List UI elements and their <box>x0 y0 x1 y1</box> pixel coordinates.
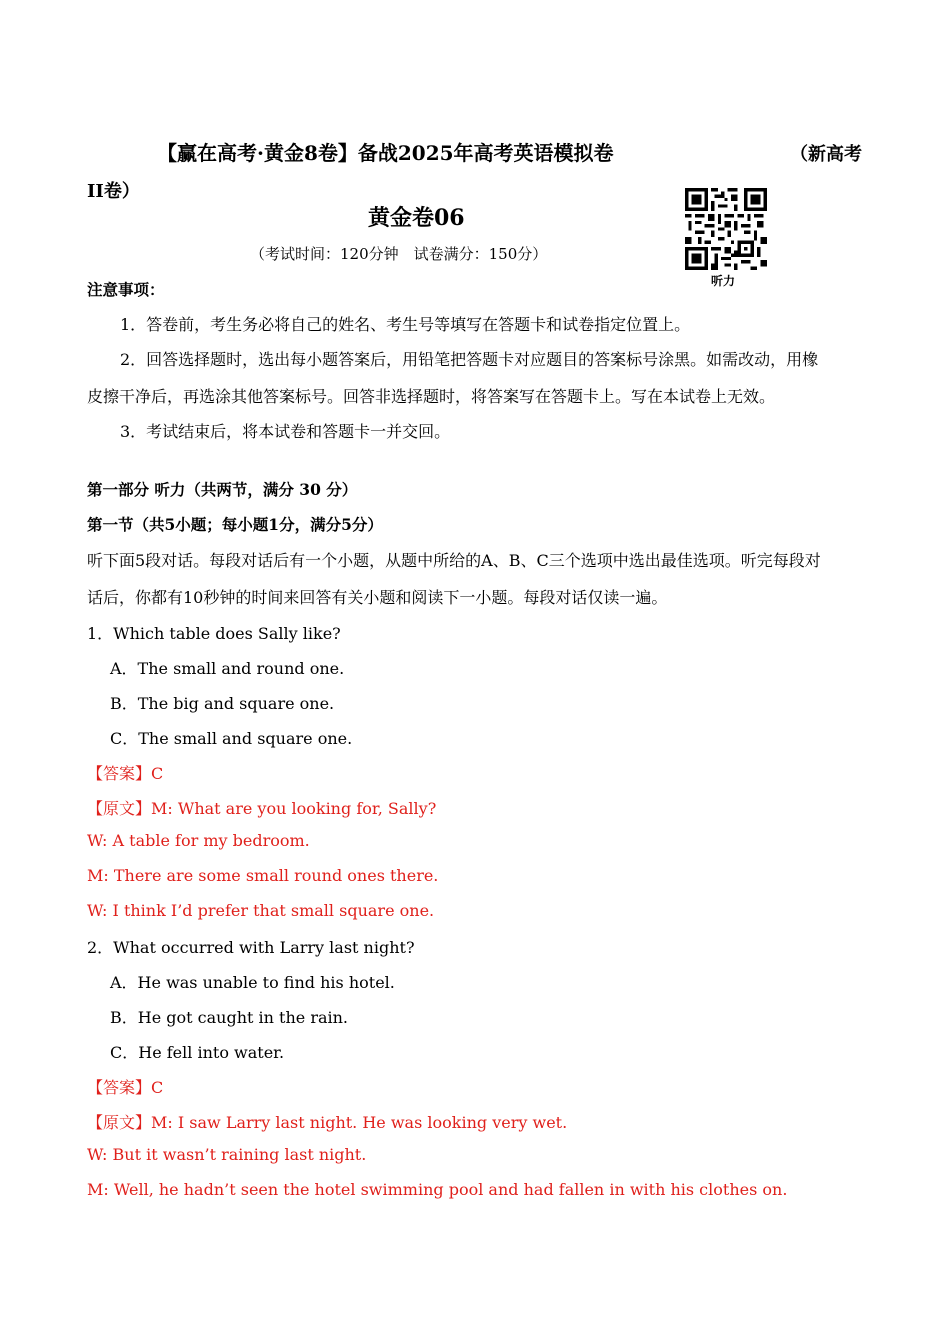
q1-answer-tag: 【答案】 <box>87 764 152 783</box>
notes-item-1: 1．答卷前，考生务必将自己的姓名、考生号等填写在答题卡和试卷指定位置上。 <box>120 315 691 334</box>
paper-title-suffix: （新高考 <box>790 144 862 165</box>
q1-script-line-1 <box>87 796 436 819</box>
q2-answer-tag: 【答案】 <box>87 1078 152 1097</box>
qr-code-icon <box>685 188 767 270</box>
notes-heading: 注意事项： <box>87 280 165 299</box>
q1-option-b: B．The big and square one. <box>110 694 335 713</box>
q2-script-line-3: M: Well, he hadn’t seen the hotel swimming pool and had fallen in with his clothes on. <box>87 1180 788 1199</box>
part-heading: 第一部分 听力（共两节，满分 30 分） <box>87 480 358 499</box>
notes-item-2: 2．回答选择题时，选出每小题答案后，用铅笔把答题卡对应题目的答案标号涂黑。如需改动，用橡 <box>120 350 819 369</box>
exam-info: （考试时间：120分钟 试卷满分：150分） <box>250 245 548 263</box>
q2-script-text-1: M: I saw Larry last night. He was looking very wet. <box>151 1113 568 1132</box>
q1-script-line-2: W: A table for my bedroom. <box>87 831 310 850</box>
q1-option-c: C．The small and square one. <box>110 729 353 748</box>
q2-script-tag: 【原文】 <box>87 1113 152 1132</box>
q2-option-c: C．He fell into water. <box>110 1043 285 1062</box>
subsection-heading: 第一节（共5小题；每小题1分，满分5分） <box>87 515 383 534</box>
notes-item-2-cont: 皮擦干净后，再选涂其他答案标号。回答非选择题时，将答案写在答题卡上。写在本试卷上无效。 <box>87 387 776 406</box>
q1-option-a: A．The small and round one. <box>110 659 345 678</box>
q2-answer <box>87 1075 163 1098</box>
q1-answer-value: C <box>151 764 164 783</box>
q2-answer-value: C <box>151 1078 164 1097</box>
q1-script-text-1: M: What are you looking for, Sally? <box>151 799 437 818</box>
qr-label: 听力 <box>711 274 736 288</box>
q2-script-line-2: W: But it wasn’t raining last night. <box>87 1145 367 1164</box>
q2-option-a: A．He was unable to find his hotel. <box>110 973 395 992</box>
q1-script-line-4: W: I think I’d prefer that small square one. <box>87 901 435 920</box>
q1-script-tag: 【原文】 <box>87 799 152 818</box>
q2-script-line-1 <box>87 1110 567 1133</box>
paper-main-title: 【赢在高考·黄金8卷】备战2025年高考英语模拟卷 <box>157 141 614 165</box>
q1-script-line-3: M: There are some small round ones there. <box>87 866 439 885</box>
section-instructions: 听下面5段对话。每段对话后有一个小题，从题中所给的A、B、C三个选项中选出最佳选项。听完每段对 <box>87 551 821 570</box>
paper-title-suffix-line2: II卷） <box>87 181 140 202</box>
section-instructions-cont: 话后，你都有10秒钟的时间来回答有关小题和阅读下一小题。每段对话仅读一遍。 <box>87 588 668 607</box>
q1-answer <box>87 761 163 784</box>
paper-title: 黄金卷06 <box>368 205 465 231</box>
notes-item-3: 3．考试结束后，将本试卷和答题卡一并交回。 <box>120 422 451 441</box>
q2-option-b: B．He got caught in the rain. <box>110 1008 349 1027</box>
q1-stem: 1．Which table does Sally like? <box>87 624 341 643</box>
q2-stem: 2．What occurred with Larry last night? <box>87 938 415 957</box>
